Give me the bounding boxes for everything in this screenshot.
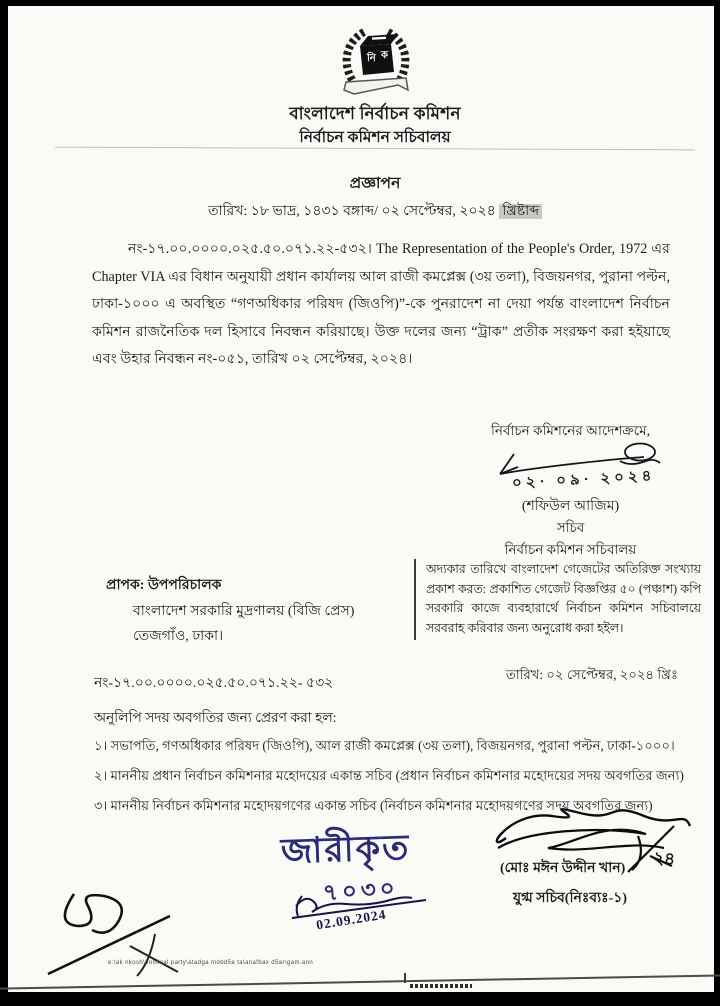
gazette-request-note: অদ্যকার তারিখে বাংলাদেশ গেজেটের অতিরিক্ত সংখ্যায় প্রকাশ করত: প্রকাশিত গেজেট বিজ্ঞপ্তির ৫০ (পঞ্চাশ) কপি সরকারি কাজে ব্যবহারার্থে নির্বাচন কমিশন সচিবালয়ে সরবরাহ করিবার জন্য অনুরোধ করা হইল। (414, 559, 703, 640)
secretary-signature-date: ০২· ০৯· ২০২৪ (511, 468, 656, 492)
cc-item-1: ১। সভাপতি, গণঅধিকার পরিষদ (জিওপি), আল রাজী কমপ্লেক্স (৩য় তলা), বিজয়নগর, পুরানা পল্টন, ঢাকা-১০০০। (94, 738, 675, 753)
cc-item-2: ২। মাননীয় প্রধান নির্বাচন কমিশনার মহোদয়ের একান্ত সচিব (প্রধান নির্বাচন কমিশনার মহোদয়ের সদয় অবগতির জন্য) (94, 768, 684, 783)
document-title: প্রজ্ঞাপন (349, 175, 401, 192)
recipient-address: তেজগাঁও, ঢাকা। (133, 629, 224, 644)
notification-body: নং-১৭.০০.০০০০.০২৫.৫০.০৭১.২২-৫৩২। The Representation of the People's Order, 1972 এর Chapter VIA এর বিধান অনুযায়ী প্রধান কার্যালয় আল রাজী কমপ্লেক্স (৩য় তলা), বিজয়নগর, পুরানা পল্টন, ঢাকা-১০০০ এ অবস্থিত “গণঅধিকার পরিষদ (জিওপি)”-কে পুনরাদেশ না দেয়া পর্যন্ত বাংলাদেশ নির্বাচন কমিশন রাজনৈতিক দল হিসাবে নিবন্ধন করিয়াছে। উক্ত দলের জন্য “ট্রাক” প্রতীক সংরক্ষণ করা হইয়াছে এবং উহার নিবন্ধন নং-০৫১, তারিখ ০২ সেপ্টেম্বর, ২০২৪। (92, 241, 670, 368)
org-department: নির্বাচন কমিশন সচিবালয় (299, 129, 451, 146)
by-order-line: নির্বাচন কমিশনের আদেশক্রমে, (491, 423, 650, 438)
svg-text:ক: ক (381, 50, 388, 61)
secretary-name: (শফিউল আজিম) (521, 499, 620, 514)
secretary-office: নির্বাচন কমিশন সচিবালয় (504, 542, 637, 557)
date-line-text: তারিখ: ১৮ ভাদ্র, ১৪৩১ বঙ্গাব্দ/ ০২ সেপ্টেম্বর, ২০২৪ (207, 204, 496, 219)
joint-secretary-designation: যুগ্ম সচিব(নিঃব্যঃ-১) (513, 891, 628, 906)
date-line (110, 199, 640, 223)
election-commission-emblem-icon (334, 24, 418, 104)
handwritten-initials-mark (30, 866, 205, 986)
issued-stamp-label: জারীকৃত (280, 827, 412, 872)
reference-number: নং-১৭.০০.০০০০.০২৫.৫০.০৭১.২২- ৫৩২ (94, 676, 334, 691)
recipient-org: বাংলাদেশ সরকারি মুদ্রণালয় (বিজি প্রেস) (133, 604, 355, 619)
svg-text:নি: নি (367, 53, 376, 64)
issued-stamp-date: 02.09.2024 (315, 906, 388, 933)
recipient-heading: প্রাপক: উপপরিচালক (106, 578, 222, 593)
date-line-era-highlight: খ্রিষ্টাব্দ (499, 204, 542, 219)
cc-heading: অনুলিপি সদয় অবগতির জন্য প্রেরণ করা হল: (94, 710, 337, 725)
document-file-path: e:\ak nkosh\political party\atadga mobd5a ta\anafbax d5ar\gam.ann (108, 960, 314, 966)
secretary-designation: সচিব (556, 520, 585, 535)
org-name: বাংলাদেশ নির্বাচন কমিশন (289, 104, 461, 123)
scan-artifact-tick (404, 973, 406, 983)
cc-item-3: ৩। মাননীয় নির্বাচন কমিশনার মহোদয়গণের একান্ত সচিব (নির্বাচন কমিশনার মহোদয়গণের সদয় অবগতির জন্য) (94, 798, 653, 813)
scan-artifact-microtext (410, 984, 472, 988)
joint-secretary-name: (মোঃ মঈন উদ্দীন খান) (500, 861, 626, 876)
joint-secretary-handwritten-fragment: ২৪ (652, 848, 676, 869)
reference-date: তারিখ: ০২ সেপ্টেম্বর, ২০২৪ খ্রিঃ (506, 667, 679, 682)
issued-stamp-number: ৭০৩০ (322, 875, 400, 906)
